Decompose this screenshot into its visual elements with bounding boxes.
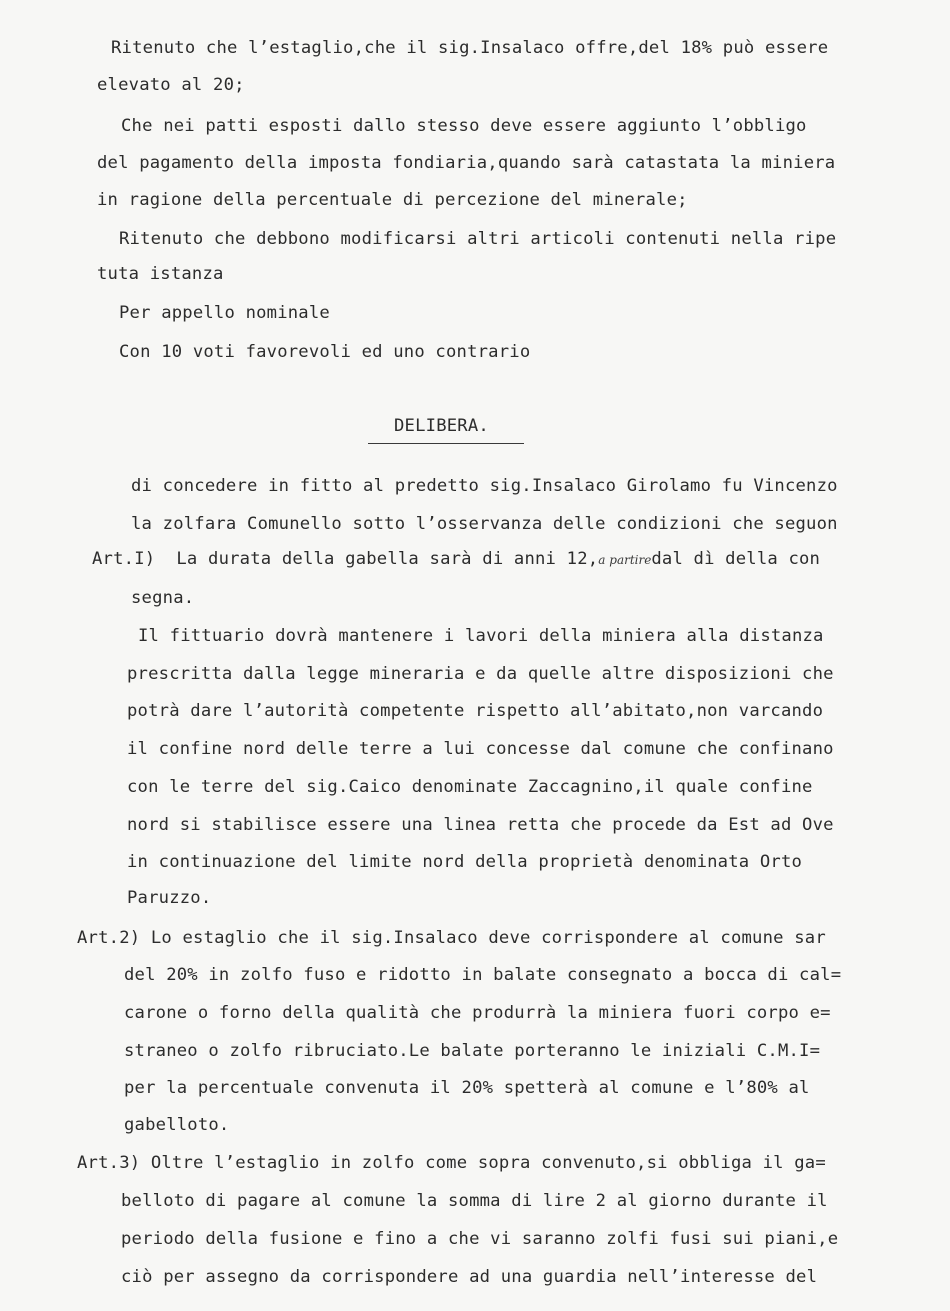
art-1-line-5: potrà dare l’autorità competente rispetto all’abitato,non varcando — [127, 701, 824, 721]
paragraph-1-line-2: elevato al 20; — [97, 75, 245, 95]
paragraph-3-line-2: tuta istanza — [97, 264, 224, 284]
art-1-line-1-start: Art.I) La durata della gabella sarà di anni 12, — [92, 549, 599, 569]
art-3-line-1: Art.3) Oltre l’estaglio in zolfo come sopra convenuto,si obbliga il ga= — [77, 1153, 826, 1173]
heading-underline — [368, 443, 524, 444]
art-2-line-6: gabelloto. — [124, 1115, 230, 1135]
art-3-line-2: belloto di pagare al comune la somma di lire 2 al giorno durante il — [121, 1191, 828, 1211]
art-1-line-8: nord si stabilisce essere una linea retta che procede da Est ad Ove — [127, 815, 834, 835]
art-2-line-5: per la percentuale convenuta il 20% spetterà al comune e l’80% al — [124, 1078, 810, 1098]
art-2-line-3: carone o forno della qualità che produrrà la miniera fuori corpo e= — [124, 1003, 831, 1023]
art-2-line-2: del 20% in zolfo fuso e ridotto in balate consegnato a bocca di cal= — [124, 965, 842, 985]
vote-method-line: Per appello nominale — [119, 303, 330, 323]
intro-line-2: la zolfara Comunello sotto l’osservanza delle condizioni che seguon — [131, 514, 838, 534]
art-1-line-4: prescritta dalla legge mineraria e da quelle altre disposizioni che — [127, 664, 834, 684]
art-2-line-1: Art.2) Lo estaglio che il sig.Insalaco deve corrispondere al comune sar — [77, 928, 826, 948]
art-1-line-1 — [92, 548, 820, 570]
paragraph-2-line-2: del pagamento della imposta fondiaria,quando sarà catastata la miniera — [97, 153, 836, 173]
art-3-line-3: periodo della fusione e fino a che vi saranno zolfi fusi sui piani,e — [121, 1229, 839, 1249]
paragraph-2-line-1: Che nei patti esposti dallo stesso deve essere aggiunto l’obbligo — [121, 116, 807, 136]
intro-line-1: di concedere in fitto al predetto sig.Insalaco Girolamo fu Vincenzo — [131, 476, 838, 496]
art-2-line-4: straneo o zolfo ribruciato.Le balate porteranno le iniziali C.M.I= — [124, 1041, 821, 1061]
art-1-line-10: Paruzzo. — [127, 888, 212, 908]
art-1-line-3: Il fittuario dovrà mantenere i lavori della miniera alla distanza — [138, 626, 824, 646]
art-1-line-7: con le terre del sig.Caico denominate Zaccagnino,il quale confine — [127, 777, 813, 797]
handwritten-insertion: a partire — [598, 553, 652, 567]
paragraph-2-line-3: in ragione della percentuale di percezione del minerale; — [97, 190, 688, 210]
delibera-heading: DELIBERA. — [394, 416, 489, 436]
vote-result-line: Con 10 voti favorevoli ed uno contrario — [119, 342, 531, 362]
art-1-line-6: il confine nord delle terre a lui concesse dal comune che confinano — [127, 739, 834, 759]
art-1-line-9: in continuazione del limite nord della proprietà denominata Orto — [127, 852, 803, 872]
art-1-line-1-end: dal dì della con — [651, 549, 821, 569]
art-1-line-2: segna. — [131, 588, 195, 608]
paragraph-3-line-1: Ritenuto che debbono modificarsi altri articoli contenuti nella ripe — [119, 229, 837, 249]
paragraph-1-line-1: Ritenuto che l’estaglio,che il sig.Insalaco offre,del 18% può essere — [111, 38, 829, 58]
art-3-line-4: ciò per assegno da corrispondere ad una guardia nell’interesse del — [121, 1267, 818, 1287]
